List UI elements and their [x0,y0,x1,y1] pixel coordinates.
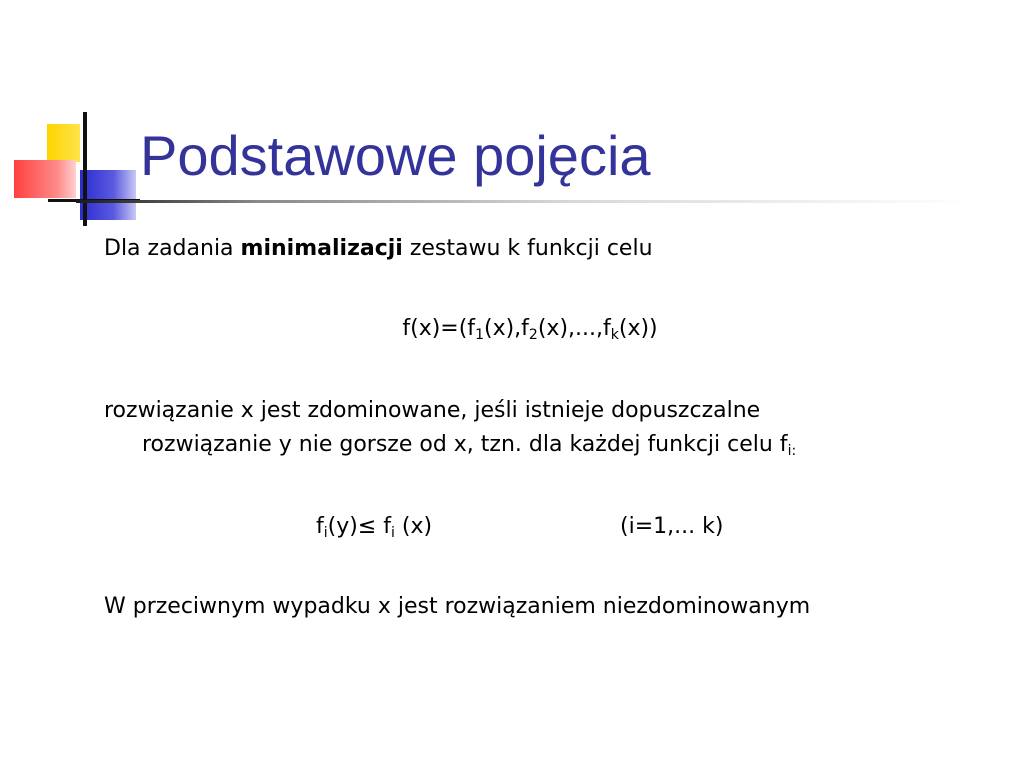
formula-dominance-condition [104,510,956,544]
p2-line2-sub: i: [787,443,797,459]
p2-line1: rozwiązanie x jest zdominowane, jeśli istnieje dopuszczalne [104,398,761,423]
f2-a: f [316,514,324,539]
p2-line2-wrap [104,428,956,462]
f2-b: (y) [327,514,358,539]
decoration-blue-square [80,170,136,220]
decoration-red-square [14,160,76,198]
f2-c: f [376,514,392,539]
f2-leq: ≤ [357,514,377,539]
formula-objective-vector [104,312,956,346]
p1-suffix: zestawu k funkcji celu [402,236,653,261]
f1-part1: f(x)=(f [402,316,476,341]
f1-part2: (x),f [483,316,529,341]
f1-sub3: k [610,327,619,343]
dominance-index-range: (i=1,... k) [620,514,724,539]
paragraph-definition [104,232,956,266]
p1-prefix: Dla zadania [104,236,241,261]
f1-part4: (x)) [618,316,658,341]
f1-sub1: 1 [475,327,484,343]
p1-bold-term: minimalizacji [240,236,403,261]
f2-a-sub: i [323,525,328,541]
p2-line2: rozwiązanie y nie gorsze od x, tzn. dla każdej funkcji celu f [142,432,788,457]
f1-part3: (x),...,f [537,316,611,341]
paragraph-nondominated: W przeciwnym wypadku x jest rozwiązaniem niezdominowanym [104,594,811,619]
decoration-yellow-square [47,124,80,162]
f1-sub2: 2 [528,327,538,343]
f2-d: (x) [394,514,433,539]
dominance-inequality [316,510,432,544]
slide-title: Podstawowe pojęcia [140,124,651,187]
decoration-vertical-line [83,112,87,226]
title-underline [76,200,976,203]
f2-c-sub: i [391,525,395,541]
paragraph-dominated [104,394,956,462]
